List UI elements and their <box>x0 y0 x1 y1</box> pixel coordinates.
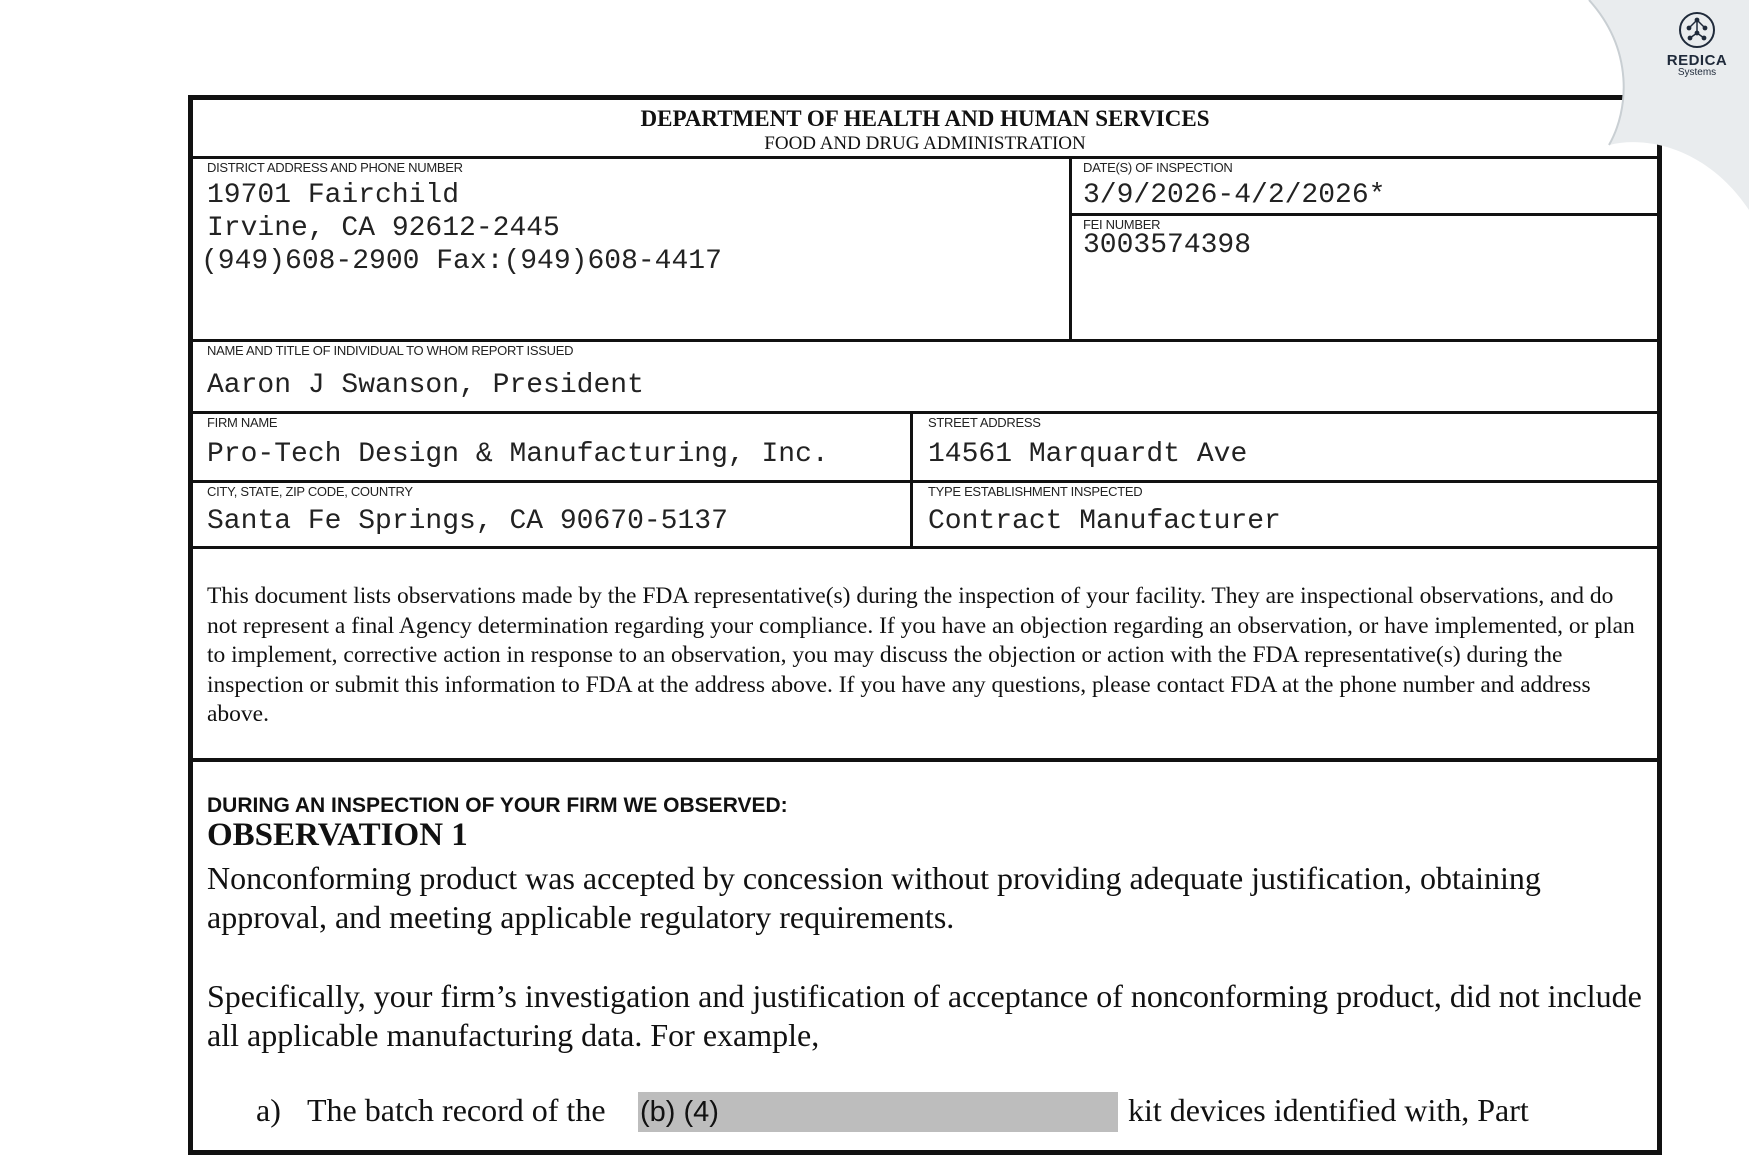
firm-value: Pro-Tech Design & Manufacturing, Inc. <box>207 439 829 470</box>
notice-text: This document lists observations made by the FDA representative(s) during the inspection of your facility. They are inspectional observations, and do not represent a final Agency determination regarding your compliance. If you have an objection regarding an observation, or have implemented, or plan to implement, corrective action in response to an observation, you may discuss the objection or action with the FDA representative(s) during the inspection or submit this information to FDA at the address above. If you have any questions, please contact FDA at the phone number and address above. <box>207 583 1635 727</box>
item-marker: a) <box>256 1092 281 1128</box>
item-lead-text: The batch record of the <box>307 1092 606 1128</box>
street-value: 14561 Marquardt Ave <box>928 439 1248 470</box>
divider <box>193 480 1657 483</box>
divider <box>193 758 1657 762</box>
divider <box>1069 156 1072 342</box>
observation-summary: Nonconforming product was accepted by concession without providing adequate justification, obtaining approval, and meeting applicable regulatory requirements. <box>207 860 1541 935</box>
redica-logo <box>1657 50 1737 78</box>
divider <box>193 411 1657 414</box>
divider <box>1069 213 1657 216</box>
observations-intro: DURING AN INSPECTION OF YOUR FIRM WE OBSERVED: <box>207 794 788 817</box>
district-label: DISTRICT ADDRESS AND PHONE NUMBER <box>207 160 463 175</box>
inspection-dates-label: DATE(S) OF INSPECTION <box>1083 160 1233 175</box>
logo-sub: Systems <box>1677 67 1717 78</box>
inspection-dates-value: 3/9/2026-4/2/2026* <box>1083 180 1386 211</box>
city-value: Santa Fe Springs, CA 90670-5137 <box>207 506 728 537</box>
redaction-box: (b) (4) <box>638 1092 1118 1132</box>
district-line2: Irvine, CA 92612-2445 <box>207 213 560 244</box>
item-tail-text: kit devices identified with, Part <box>1128 1092 1529 1128</box>
district-line1: 19701 Fairchild <box>207 180 460 211</box>
recipient-label: NAME AND TITLE OF INDIVIDUAL TO WHOM REPORT ISSUED <box>207 343 574 358</box>
establishment-value: Contract Manufacturer <box>928 506 1281 537</box>
agency-heading: FOOD AND DRUG ADMINISTRATION <box>764 133 1086 154</box>
logo-name: REDICA <box>1666 52 1728 69</box>
firm-label: FIRM NAME <box>207 415 278 430</box>
fda-483-form <box>188 95 1662 1155</box>
department-heading: DEPARTMENT OF HEALTH AND HUMAN SERVICES <box>640 106 1210 131</box>
city-label: CITY, STATE, ZIP CODE, COUNTRY <box>207 484 413 499</box>
observation-item-a <box>193 1092 1657 1136</box>
establishment-label: TYPE ESTABLISHMENT INSPECTED <box>928 484 1143 499</box>
page-curl-corner <box>1559 0 1749 210</box>
divider <box>193 156 1657 159</box>
recipient-value: Aaron J Swanson, President <box>207 370 644 401</box>
district-line3: (949)608-2900 Fax:(949)608-4417 <box>201 246 722 277</box>
street-label: STREET ADDRESS <box>928 415 1041 430</box>
fei-value: 3003574398 <box>1083 230 1252 261</box>
observation-specifically: Specifically, your firm’s investigation and justification of acceptance of nonconforming product, did not include all applicable manufacturing data. For example, <box>207 978 1642 1053</box>
divider <box>193 546 1657 549</box>
divider <box>193 339 1657 342</box>
fei-label: FEI NUMBER <box>1083 217 1161 232</box>
observation-title: OBSERVATION 1 <box>207 817 468 853</box>
network-tree-icon <box>1677 10 1717 50</box>
